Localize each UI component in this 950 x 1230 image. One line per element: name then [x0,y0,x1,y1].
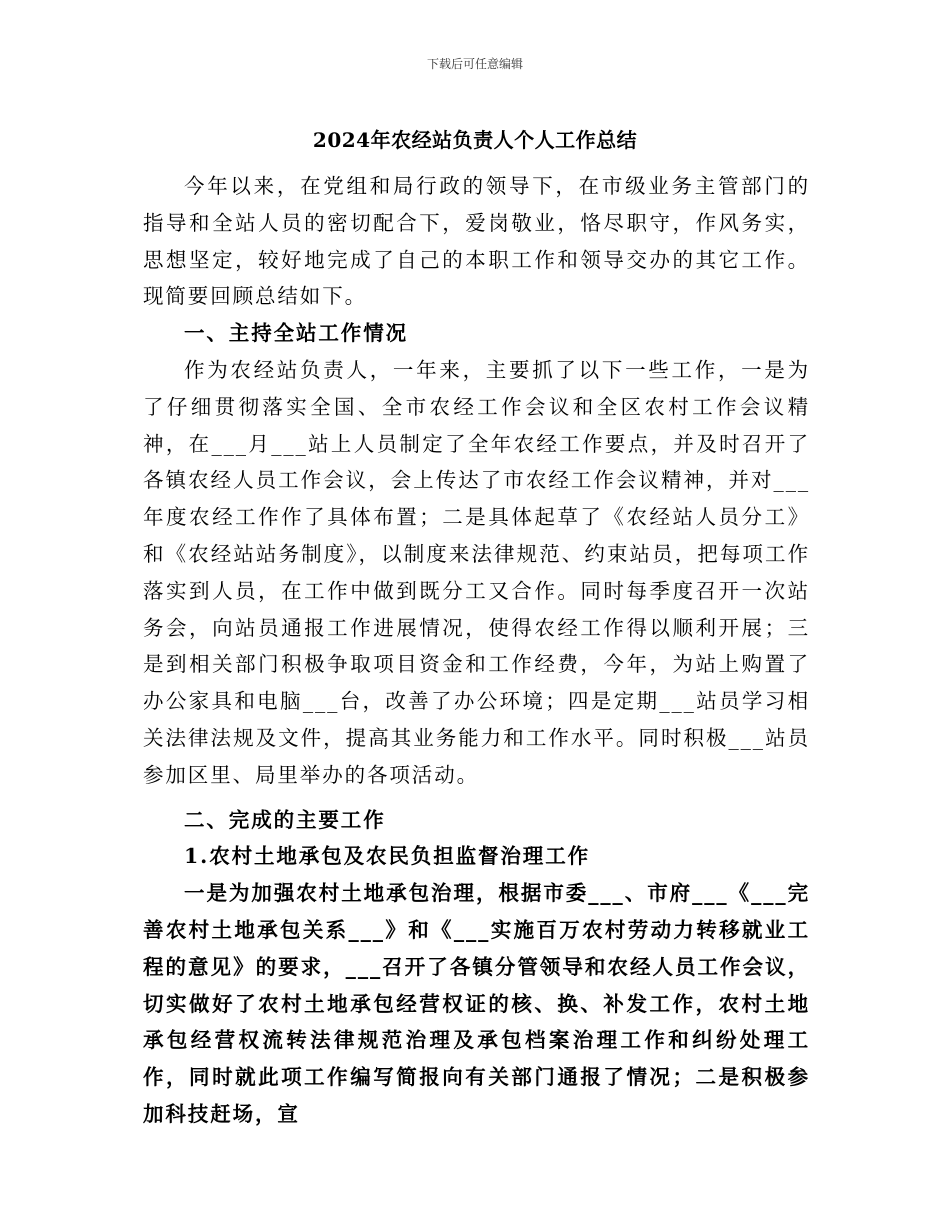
section2-heading: 二、完成的主要工作 [184,807,386,832]
section1-paragraph: 作为农经站负责人，一年来，主要抓了以下一些工作，一是为了仔细贯彻落实全国、全市农经工作会议和全区农村工作会议精神，在___月___站上人员制定了全年农经工作要点，并及时召开了各镇农经人员工作会议，会上传达了市农经工作会议精神，并对___年度农经工作作了具体布置；二是具体起草了《农经站人员分工》和《农经站站务制度》，以制度来法律规范、约束站员，把每项工作落实到人员，在工作中做到既分工又合作。同时每季度召开一次站务会，向站员通报工作进展情况，使得农经工作得以顺利开展；三是到相关部门积极争取项目资金和工作经费，今年，为站上购置了办公家具和电脑___台，改善了办公环境；四是定期___站员学习相关法律法规及文件，提高其业务能力和工作水平。同时积极___站员参加区里、局里举办的各项活动。 [143,357,810,787]
intro-paragraph: 今年以来，在党组和局行政的领导下，在市级业务主管部门的指导和全站人员的密切配合下，爱岗敬业，恪尽职守，作风务实，思想坚定，较好地完成了自己的本职工作和领导交办的其它工作。现简要回顾总结如下。 [143,174,810,309]
subsection1-paragraph: 一是为加强农村土地承包治理，根据市委___、市府___《___完善农村土地承包关系___》和《___实施百万农村劳动力转移就业工程的意见》的要求，___召开了各镇分管领导和农经人员工作会议，切实做好了农村土地承包经营权证的核、换、补发工作，农村土地承包经营权流转法律规范治理及承包档案治理工作和纠纷处理工作，同时就此项工作编写简报向有关部门通报了情况；二是积极参加科技赶场，宣 [143,881,810,1126]
section1-heading: 一、主持全站工作情况 [184,321,408,346]
page-header-note: 下载后可任意编辑 [426,57,523,71]
document-body [143,168,810,1133]
subsection1-heading: 1.农村土地承包及农民负担监督治理工作 [184,844,590,869]
document-title: 2024年农经站负责人个人工作总结 [312,128,638,152]
